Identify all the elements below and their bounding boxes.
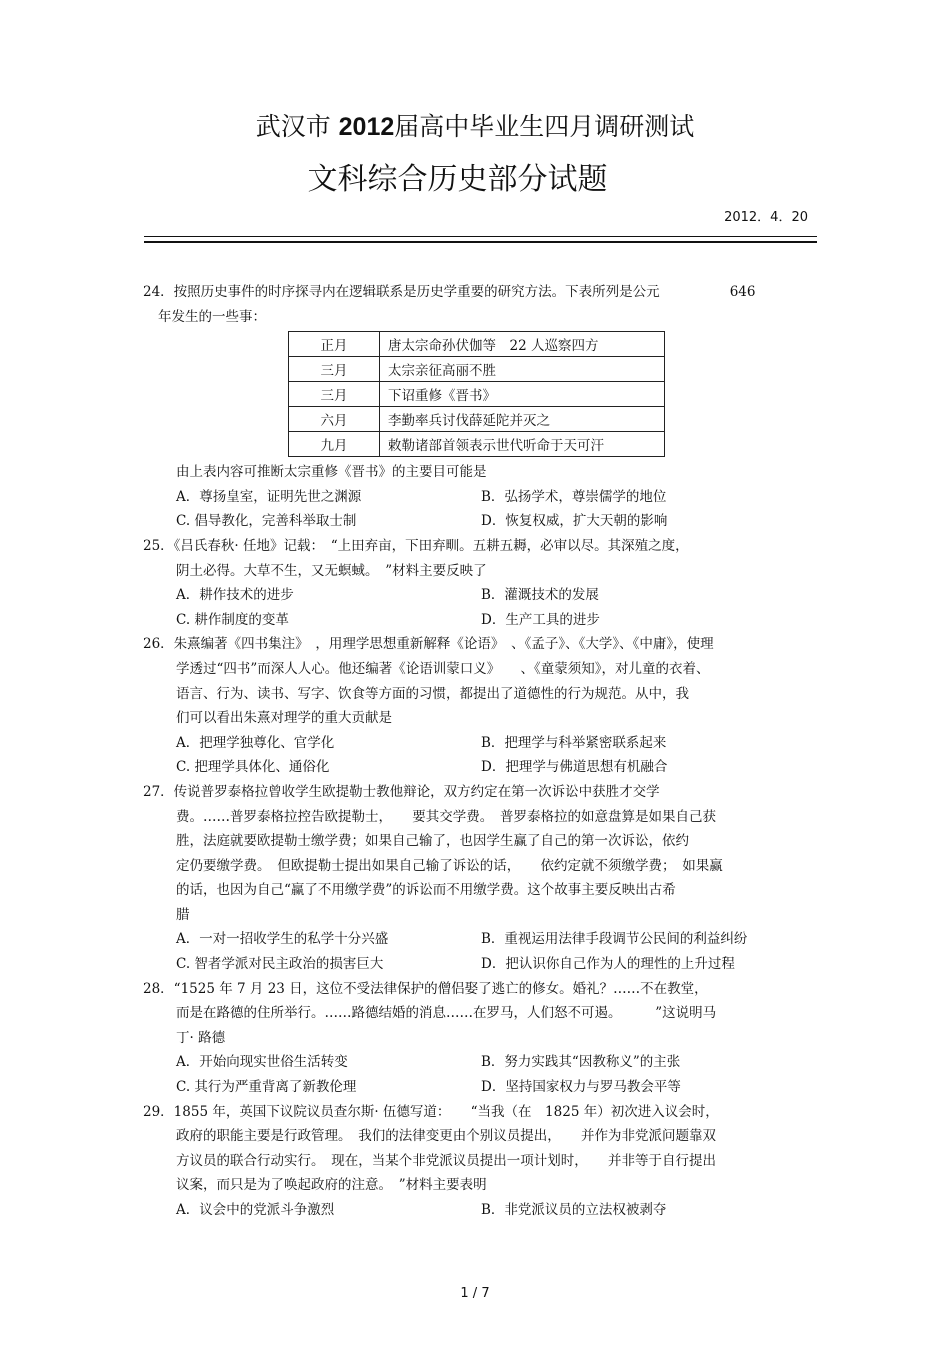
q25-option-b: B．灌溉技术的发展 [481, 587, 599, 604]
exam-date: 2012．4．20 [724, 210, 808, 225]
table-cell-event: 下诏重修《晋书》 [380, 382, 665, 407]
q26-option-d: D．把理学与佛道思想有机融合 [481, 759, 668, 776]
q27-line6: 腊 [176, 906, 190, 923]
q27-options-ab [143, 927, 813, 952]
q26-line4: 们可以看出朱熹对理学的重大贡献是 [176, 710, 392, 727]
q29-line1: 29．1855 年，英国下议院议员查尔斯· 伍德写道： “当我（在 1825 年）初次进入议会时， [143, 1103, 719, 1120]
q25-option-c: C. 耕作制度的变革 [176, 611, 289, 628]
table-row [289, 382, 665, 407]
q24-stem: 由上表内容可推断太宗重修《晋书》的主要目可能是 [176, 464, 487, 481]
q25-option-a: A．耕作技术的进步 [176, 587, 294, 604]
header-rule-thick [144, 241, 817, 243]
q29-option-a: A．议会中的党派斗争激烈 [176, 1202, 335, 1218]
q25-option-d: D．生产工具的进步 [481, 611, 600, 628]
q26-option-a: A．把理学独尊化、官学化 [176, 734, 335, 751]
q25-options-cd [143, 608, 813, 633]
q24-text: 24．按照历史事件的时序探寻内在逻辑联系是历史学重要的研究方法。下表所列是公元 [143, 284, 660, 300]
q24-option-d: D．恢复权威，扩大天朝的影响 [481, 513, 668, 530]
table-cell-month: 三月 [289, 357, 380, 382]
title-prefix: 武汉市 [255, 112, 331, 141]
q28-option-d: D．坚持国家权力与罗马教会平等 [481, 1079, 681, 1096]
q28-options-ab [143, 1050, 813, 1075]
table-cell-month: 六月 [289, 407, 380, 432]
table-row [289, 407, 665, 432]
q24-option-a: A．尊扬皇室，证明先世之渊源 [176, 488, 362, 505]
q29-line3: 方议员的联合行动实行。 现在，当某个非党派议员提出一项计划时， 并非等于自行提出 [176, 1152, 716, 1169]
q24-line2: 年发生的一些事： [158, 308, 266, 325]
q25-line2: 阴土必得。大草不生，又无螟蜮。 ”材料主要反映了 [176, 562, 487, 579]
q24-year: 646 [729, 284, 756, 300]
q27-line1: 27．传说普罗泰格拉曾收学生欧提勒士教他辩论，双方约定在第一次诉讼中获胜才交学 [143, 783, 660, 800]
table-cell-month: 九月 [289, 432, 380, 457]
q26-options-ab [143, 731, 813, 756]
q26-option-b: B．把理学与科举紧密联系起来 [481, 734, 667, 751]
q29-line2: 政府的职能主要是行政管理。 我们的法律变更由个别议员提出， 并作为非党派问题靠双 [176, 1128, 716, 1145]
q27-option-c: C. 智者学派对民主政治的损害巨大 [176, 956, 384, 973]
q29-options-ab [143, 1198, 813, 1223]
q27-options-cd [143, 952, 813, 977]
table-row [289, 332, 665, 357]
q24-option-b: B．弘扬学术，尊崇儒学的地位 [481, 488, 667, 505]
title-year: 2012 [338, 113, 395, 141]
q24-event-table [288, 331, 665, 457]
q26-line3: 语言、行为、读书、写字、饮食等方面的习惯，都提出了道德性的行为规范。从中，我 [176, 685, 689, 702]
table-cell-event: 李勤率兵讨伐薛延陀并灭之 [380, 407, 665, 432]
table-cell-event: 唐太宗命孙伏伽等 22 人巡察四方 [380, 332, 665, 357]
exam-subtitle: 文科综合历史部分试题 [307, 162, 608, 197]
page-number: 1 / 7 [460, 1286, 490, 1301]
q26-option-c: C. 把理学具体化、通俗化 [176, 759, 330, 776]
q27-option-d: D．把认识你自己作为人的理性的上升过程 [481, 956, 735, 973]
q29-line4: 议案，而只是为了唤起政府的注意。 ”材料主要表明 [176, 1177, 487, 1194]
header-rule-thin [144, 236, 817, 237]
table-row [289, 357, 665, 382]
q25-options-ab [143, 583, 813, 608]
q27-line5: 的话，也因为自己“赢了不用缴学费”的诉讼而不用缴学费。这个故事主要反映出古希 [176, 882, 676, 899]
q27-option-b: B．重视运用法律手段调节公民间的利益纠纷 [481, 931, 748, 948]
table-cell-month: 正月 [289, 332, 380, 357]
table-cell-event: 敕勒诸部首领表示世代听命于天可汗 [380, 432, 665, 457]
table-cell-event: 太宗亲征高丽不胜 [380, 357, 665, 382]
questions [143, 280, 813, 1223]
q25-line1: 25．《吕氏春秋· 任地》记载： “上田弃亩，下田弃甽。五耕五耨，必审以尽。其深殖之度， [143, 537, 689, 554]
q26-options-cd [143, 755, 813, 780]
q24-line1 [143, 280, 813, 305]
q27-line3: 胜，法庭就要欧提勒士缴学费；如果自己输了，也因学生赢了自己的第一次诉讼，依约 [176, 833, 689, 850]
q24-options-ab [143, 485, 813, 510]
title-suffix: 届高中毕业生四月调研测试 [394, 112, 695, 141]
q28-line2: 而是在路德的住所举行。……路德结婚的消息……在罗马，人们怒不可遏。 ”这说明马 [176, 1005, 717, 1022]
q28-option-c: C. 其行为严重背离了新教伦理 [176, 1079, 357, 1096]
exam-title [0, 110, 950, 144]
q26-line1: 26．朱熹编著《四书集注》 ，用理学思想重新解释《论语》 、《孟子》、《大学》、《中庸》，使理 [143, 636, 714, 653]
q27-option-a: A．一对一招收学生的私学十分兴盛 [176, 931, 389, 948]
q27-line2: 费。……普罗泰格拉控告欧提勒士， 要其交学费。 普罗泰格拉的如意盘算是如果自己获 [176, 808, 716, 825]
q28-options-cd [143, 1075, 813, 1100]
table-row [289, 432, 665, 457]
q26-line2: 学透过“四书”而深人人心。他还编著《论语训蒙口义》 、《童蒙须知》，对儿童的衣着、 [176, 660, 710, 677]
q28-line3: 丁· 路德 [176, 1029, 226, 1046]
table-cell-month: 三月 [289, 382, 380, 407]
q24-options-cd [143, 509, 813, 534]
q28-option-b: B．努力实践其“因教称义”的主张 [481, 1054, 681, 1071]
q27-line4: 定仍要缴学费。 但欧提勒士提出如果自己输了诉讼的话， 依约定就不须缴学费； 如果赢 [176, 857, 723, 874]
q28-option-a: A．开始向现实世俗生活转变 [176, 1054, 348, 1071]
q24-option-c: C. 倡导教化，完善科举取士制 [176, 513, 357, 530]
q28-line1: 28．“1525 年 7 月 23 日，这位不受法律保护的僧侣娶了逃亡的修女。婚礼？……不在教堂， [143, 980, 708, 997]
q29-option-b: B．非党派议员的立法权被剥夺 [481, 1202, 667, 1218]
